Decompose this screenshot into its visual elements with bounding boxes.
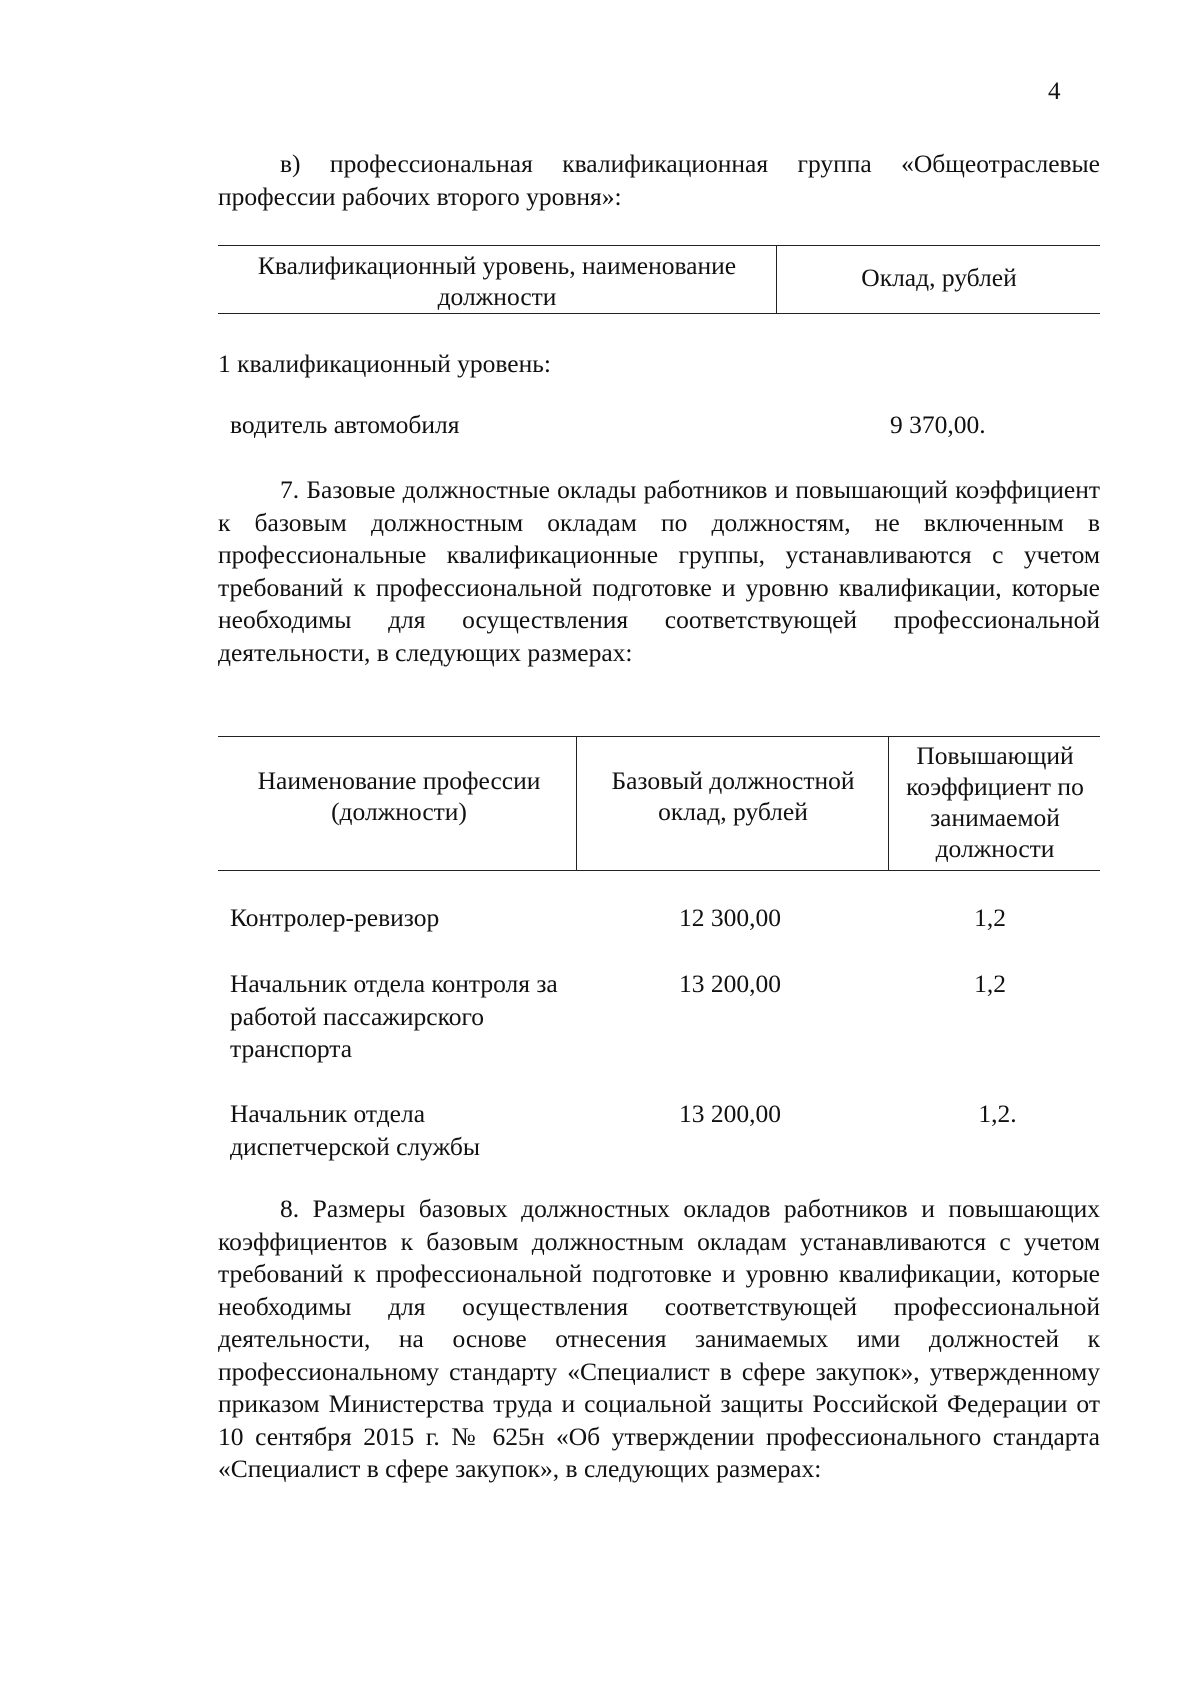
table1-header-salary: Оклад, рублей [861,263,1017,292]
row3-coef: 1,2. [978,1099,1017,1128]
row3-salary: 13 200,00 [679,1099,781,1128]
page-number: 4 [1048,78,1061,105]
row2-name: Начальник отдела контроля за работой пассажирского транспорта [230,969,558,1063]
row1-coef: 1,2 [974,903,1006,932]
table1-column-divider [776,245,777,313]
row2-salary: 13 200,00 [679,969,781,998]
table2-header-rule [218,870,1100,871]
position-driver: водитель автомобиля [230,410,460,439]
section-7-text: Базовые должностные оклады работников и повышающий коэффициент к базовым должностным окладам по должностям, не включенным в профессиональные квалификационные группы, устанавливаются с учетом требований к профессиональной подготовке и уровню квалификации, которые необходимы для осуществления соответствующей профессиональной деятельности, в следующих размерах: [218,475,1100,667]
section-8-paragraph [218,1193,1100,1486]
table2-divider-2 [888,736,889,870]
section-7-paragraph [218,474,1100,669]
table1-top-rule [218,245,1100,246]
row2-coef: 1,2 [974,969,1006,998]
section-8-number: 8. [280,1194,300,1223]
table2-divider-1 [576,736,577,870]
section-v-intro: в) профессиональная квалификационная группа «Общеотраслевые профессии рабочих второго уровня»: [218,149,1100,211]
table2-header-name: Наименование профессии (должности) [257,766,541,826]
section-8-text: Размеры базовых должностных окладов работников и повышающих коэффициентов к базовым должностным окладам устанавливаются с учетом требований к профессиональной подготовке и уровню квалификации, которые необходимы для осуществления соответствующей профессиональной деятельности, на основе отнесения занимаемых ими должностей к профессиональному стандарту «Специалист в сфере закупок», утвержденному приказом Министерства труда и социальной защиты Российской Федерации от 10 сентября 2015 г. № 625н «Об утверждении профессионального стандарта «Специалист в сфере закупок», в следующих размерах: [218,1194,1100,1483]
qualification-level: 1 квалификационный уровень: [218,349,551,378]
section-7-number: 7. [280,475,300,504]
table2-header-salary: Базовый должностной оклад, рублей [611,766,855,826]
table1-header-position: Квалификационный уровень, наименование должности [257,251,737,311]
row3-name: Начальник отдела диспетчерской службы [230,1099,480,1161]
salary-driver: 9 370,00. [890,410,986,439]
table1-header-rule [218,313,1100,314]
table2-top-rule [218,736,1100,737]
table2-header-coef: Повышающий коэффициент по занимаемой должности [906,741,1084,863]
row1-name: Контролер-ревизор [230,903,440,932]
row1-salary: 12 300,00 [679,903,781,932]
